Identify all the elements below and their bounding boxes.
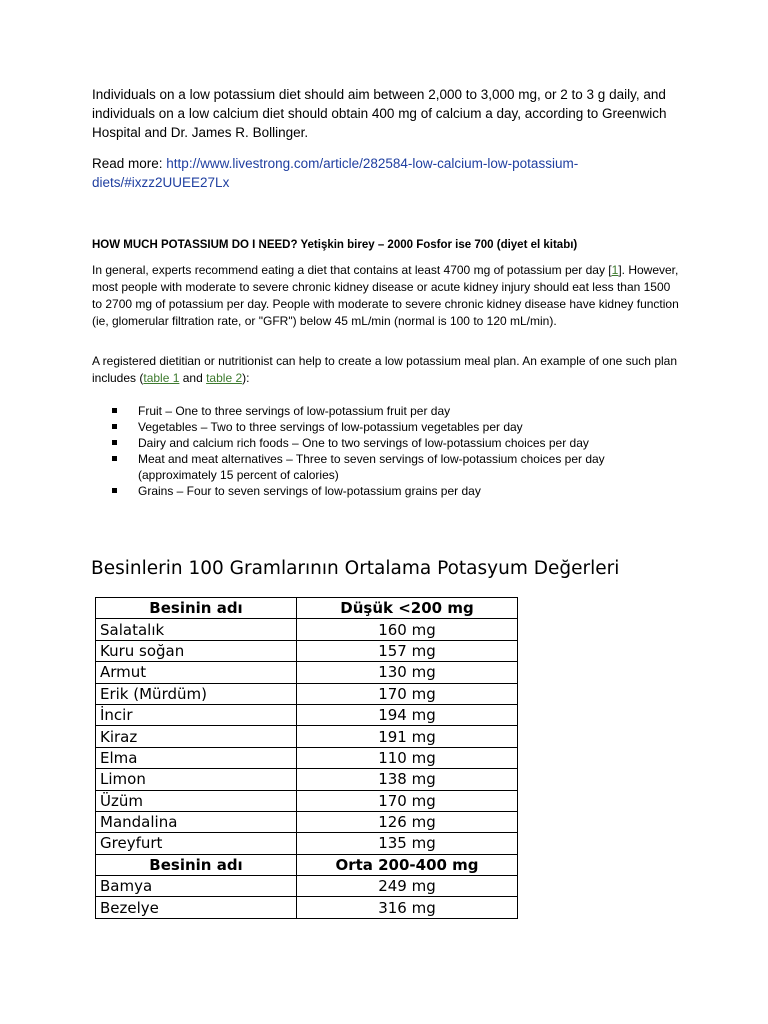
food-name-cell: Salatalık [96, 619, 297, 640]
potassium-value-cell: 170 mg [297, 683, 518, 704]
potassium-value-cell: 130 mg [297, 662, 518, 683]
p3-text-and: and [179, 371, 207, 385]
potassium-value-cell: 157 mg [297, 640, 518, 661]
p3-text-before: A registered dietitian or nutritionist can help to create a low potassium meal plan. An example of one such plan includes ( [92, 354, 678, 385]
list-item [110, 403, 670, 419]
p2-text-before: In general, experts recommend eating a diet that contains at least 4700 mg of potassium per day [ [92, 263, 612, 277]
table-row [96, 876, 518, 897]
square-bullet-icon [112, 440, 117, 445]
food-name-cell: Bezelye [96, 897, 297, 918]
meal-plan-paragraph [92, 353, 682, 387]
food-name-cell: Greyfurt [96, 833, 297, 854]
list-item [110, 451, 670, 483]
list-item-text: Dairy and calcium rich foods – One to two servings of low-potassium choices per day [138, 436, 589, 450]
potassium-value-cell: 160 mg [297, 619, 518, 640]
square-bullet-icon [112, 488, 117, 493]
list-item [110, 483, 670, 499]
table-row [96, 704, 518, 725]
square-bullet-icon [112, 408, 117, 413]
meal-plan-list [110, 403, 670, 499]
column-header-low: Düşük <200 mg [297, 598, 518, 619]
food-name-cell: Limon [96, 769, 297, 790]
column-header-food: Besinin adı [96, 854, 297, 875]
potassium-value-cell: 135 mg [297, 833, 518, 854]
read-more-link[interactable]: http://www.livestrong.com/article/282584-low-calcium-low-potassium-diets/#ixzz2UUEE27Lx [92, 156, 579, 190]
food-name-cell: Erik (Mürdüm) [96, 683, 297, 704]
table-row [96, 769, 518, 790]
p2-text-after: ]. However, most people with moderate to severe chronic kidney disease or acute kidney injury should eat less than 1500 to 2700 mg of potassium per day. People with moderate to severe chronic kidney disease have kidney function (ie, glomerular filtration rate, or "GFR") below 45 mL/min (normal is 100 to 120 mL/min). [92, 263, 679, 328]
table-header-row [96, 598, 518, 619]
column-header-medium: Orta 200-400 mg [297, 854, 518, 875]
square-bullet-icon [112, 424, 117, 429]
list-item [110, 435, 670, 451]
list-item-text: Vegetables – Two to three servings of low-potassium vegetables per day [138, 420, 523, 434]
table-subheader-row [96, 854, 518, 875]
table-row [96, 640, 518, 661]
table-title: Besinlerin 100 Gramlarının Ortalama Potasyum Değerleri [91, 558, 620, 579]
table-row [96, 897, 518, 918]
food-name-cell: Kiraz [96, 726, 297, 747]
reference-link-1[interactable]: 1 [611, 263, 619, 277]
table-2-link[interactable]: table 2 [206, 371, 243, 385]
section-heading: HOW MUCH POTASSIUM DO I NEED? Yetişkin birey – 2000 Fosfor ise 700 (diyet el kitabı) [92, 239, 578, 251]
list-item-text: Grains – Four to seven servings of low-potassium grains per day [138, 484, 481, 498]
intro-paragraph: Individuals on a low potassium diet should aim between 2,000 to 3,000 mg, or 2 to 3 g daily, and individuals on a low calcium diet should obtain 400 mg of calcium a day, according to Greenwich Hospital and Dr. James R. Bollinger. [92, 87, 667, 140]
table-row [96, 833, 518, 854]
table-row [96, 811, 518, 832]
food-name-cell: Mandalina [96, 811, 297, 832]
potassium-value-cell: 110 mg [297, 747, 518, 768]
table-1-link[interactable]: table 1 [143, 371, 180, 385]
food-name-cell: Kuru soğan [96, 640, 297, 661]
list-item-text: Fruit – One to three servings of low-potassium fruit per day [138, 404, 451, 418]
square-bullet-icon [112, 456, 117, 461]
food-name-cell: Armut [96, 662, 297, 683]
table-row [96, 747, 518, 768]
potassium-table [95, 597, 518, 919]
food-name-cell: Bamya [96, 876, 297, 897]
potassium-value-cell: 249 mg [297, 876, 518, 897]
table-row [96, 619, 518, 640]
list-item-text: Meat and meat alternatives – Three to seven servings of low-potassium choices per day (approximately 15 percent of calories) [138, 452, 605, 482]
table-row [96, 790, 518, 811]
list-item [110, 419, 670, 435]
read-more-label: Read more: [92, 156, 167, 171]
read-more-line [92, 154, 682, 192]
table-row [96, 683, 518, 704]
potassium-value-cell: 126 mg [297, 811, 518, 832]
potassium-value-cell: 191 mg [297, 726, 518, 747]
food-name-cell: Üzüm [96, 790, 297, 811]
potassium-paragraph [92, 262, 682, 330]
potassium-value-cell: 316 mg [297, 897, 518, 918]
potassium-value-cell: 138 mg [297, 769, 518, 790]
potassium-value-cell: 194 mg [297, 704, 518, 725]
table-row [96, 726, 518, 747]
column-header-food: Besinin adı [96, 598, 297, 619]
food-name-cell: Elma [96, 747, 297, 768]
potassium-value-cell: 170 mg [297, 790, 518, 811]
table-row [96, 662, 518, 683]
food-name-cell: İncir [96, 704, 297, 725]
p3-text-after: ): [242, 371, 250, 385]
